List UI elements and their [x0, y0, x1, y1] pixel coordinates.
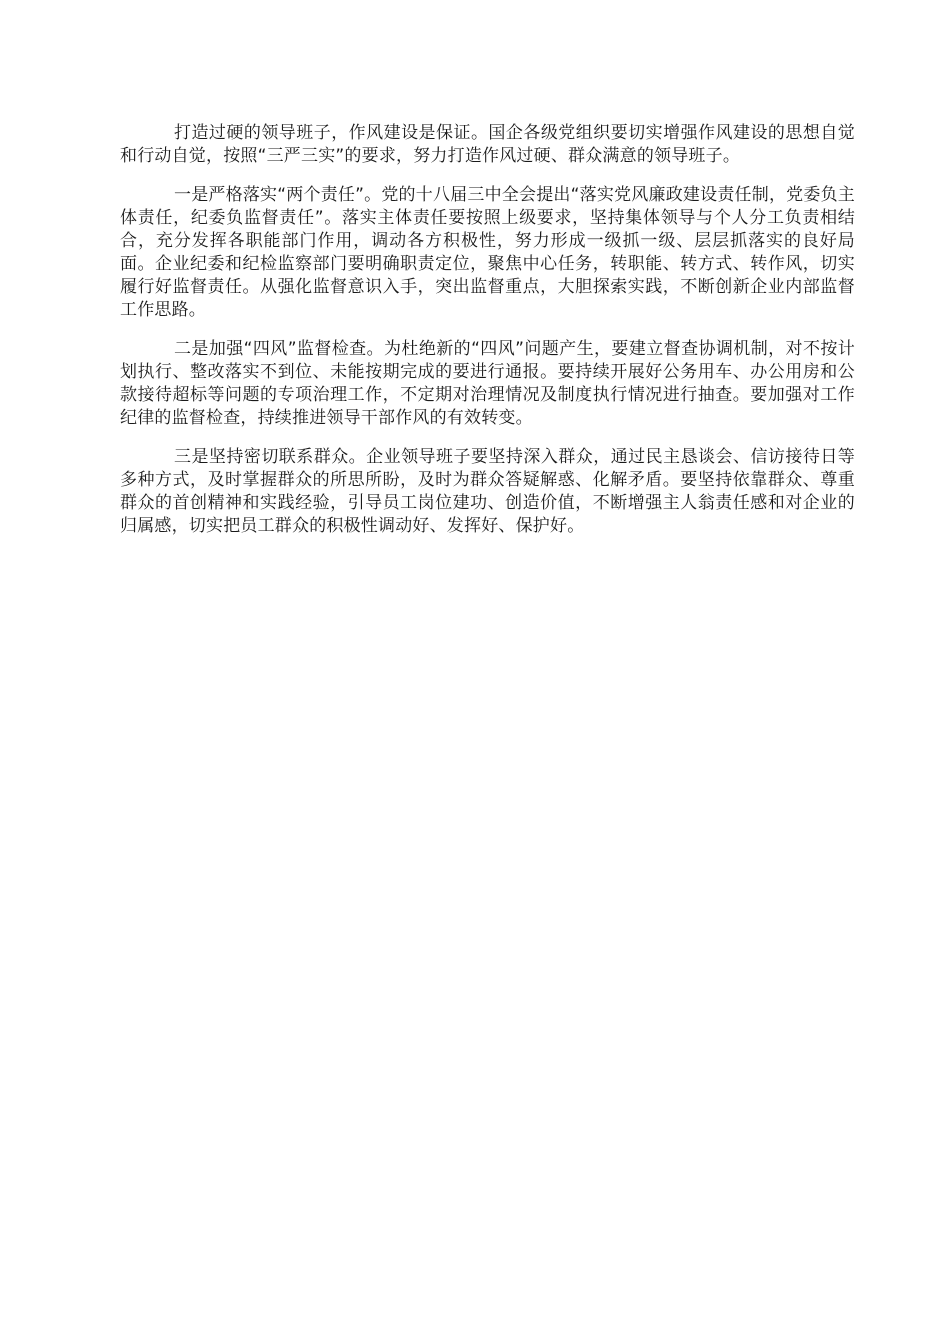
paragraph-intro	[120, 122, 855, 168]
paragraph-text: 为杜绝新的“四风”问题产生，要建立督查协调机制，对不按计划执行、整改落实不到位、未能按期完成的要进行通报。要持续开展好公务用车、办公用房和公款接待超标等问题的专项治理工作，不定期对治理情况及制度执行情况进行抽查。要加强对工作纪律的监督检查，持续推进领导干部作风的有效转变。	[120, 339, 855, 428]
document-body	[120, 122, 855, 554]
paragraph-lead: 三是坚持密切联系群众。	[174, 447, 367, 467]
paragraph-text: 打造过硬的领导班子，作风建设是保证。国企各级党组织要切实增强作风建设的思想自觉和行动自觉，按照“三严三实”的要求，努力打造作风过硬、群众满意的领导班子。	[120, 123, 855, 166]
paragraph-text: 党的十八届三中全会提出“落实党风廉政建设责任制，党委负主体责任，纪委负监督责任”。落实主体责任要按照上级要求，坚持集体领导与个人分工负责相结合，充分发挥各职能部门作用，调动各方积极性，努力形成一级抓一级、层层抓落实的良好局面。企业纪委和纪检监察部门要明确职责定位，聚焦中心任务，转职能、转方式、转作风，切实履行好监督责任。从强化监督意识入手，突出监督重点，大胆探索实践，不断创新企业内部监督工作思路。	[120, 185, 856, 320]
paragraph-two-responsibilities	[120, 184, 855, 322]
paragraph-contact-masses	[120, 446, 855, 538]
paragraph-four-winds	[120, 338, 855, 430]
paragraph-lead: 二是加强“四风”监督检查。	[174, 339, 384, 359]
paragraph-lead: 一是严格落实“两个责任”。	[174, 185, 382, 205]
paragraph-text: 企业领导班子要坚持深入群众，通过民主恳谈会、信访接待日等多种方式，及时掌握群众的所思所盼，及时为群众答疑解惑、化解矛盾。要坚持依靠群众、尊重群众的首创精神和实践经验，引导员工岗位建功、创造价值，不断增强主人翁责任感和对企业的归属感，切实把员工群众的积极性调动好、发挥好、保护好。	[120, 447, 855, 536]
